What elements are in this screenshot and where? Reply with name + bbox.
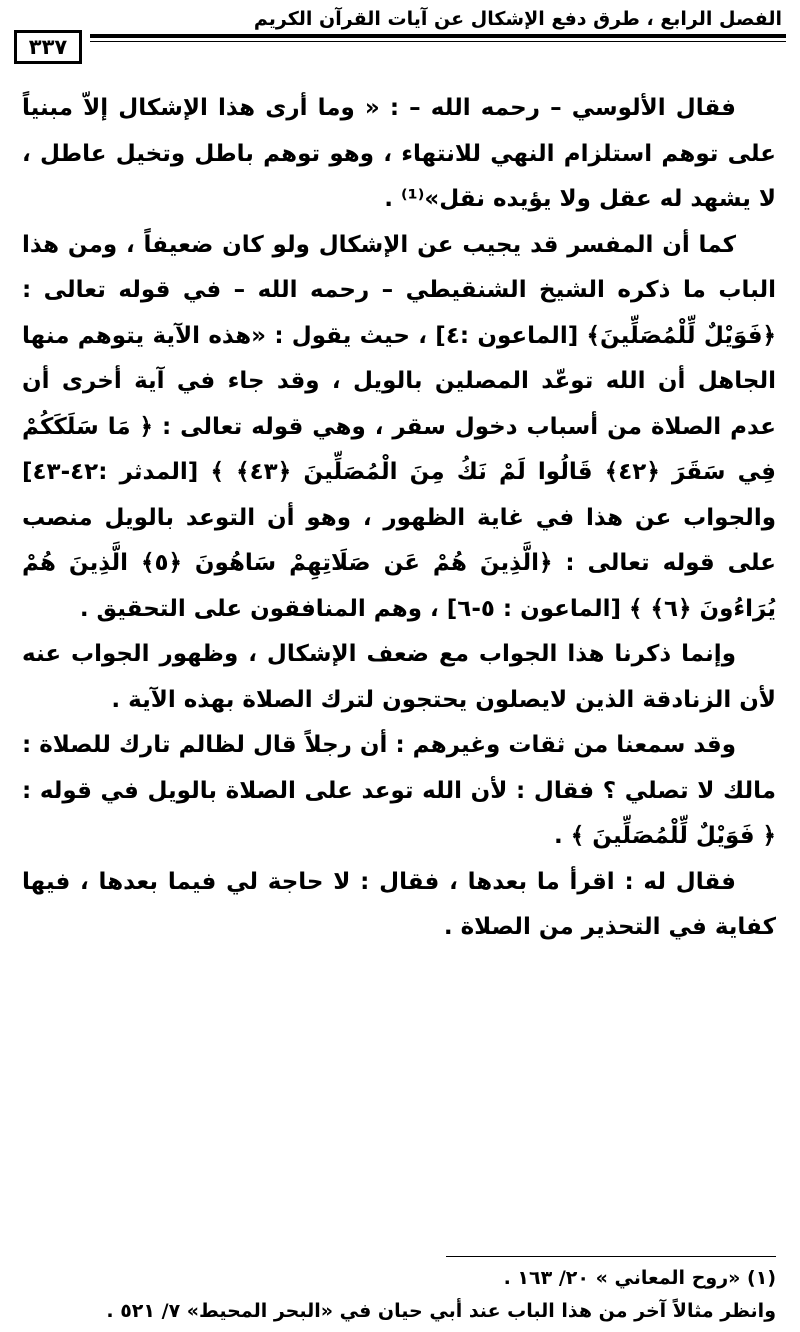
footnote-separator <box>446 1256 776 1257</box>
page-header <box>8 0 792 70</box>
paragraph-reason: وإنما ذكرنا هذا الجواب مع ضعف الإشكال ، وظهور الجواب عنه لأن الزنادقة الذين لايصلون يحتجون لترك الصلاة بهذه الآية . <box>22 641 776 713</box>
footnote-1: (١) «روح المعاني » ٢٠/ ١٦٣ . <box>503 1267 776 1289</box>
paragraph-reply: فقال له : اقرأ ما بعدها ، فقال : لا حاجة لي فيما بعدها ، فيها كفاية في التحذير من الصلاة . <box>22 868 776 940</box>
paragraph-anecdote: وقد سمعنا من ثقات وغيرهم : أن رجلاً قال لظالم تارك للصلاة : مالك لا تصلي ؟ فقال : لأن الله توعد على الصلاة بالويل في قوله : ﴿ فَوَيْلٌ لِّلْمُصَلِّينَ ﴾ . <box>22 732 776 849</box>
footnotes <box>22 1262 776 1328</box>
paragraph-alusi-quote: فقال الألوسي – رحمه الله – : « وما أرى هذا الإشكال إلاّ مبنياً على توهم استلزام النهي للانتهاء ، وهو توهم باطل وتخيل عاطل ، لا يشهد له عقل ولا يؤيده نقل»⁽¹⁾ . <box>22 95 776 212</box>
header-rule-thin <box>90 41 786 42</box>
paragraph-shinqiti: كما أن المفسر قد يجيب عن الإشكال ولو كان ضعيفاً ، ومن هذا الباب ما ذكره الشيخ الشنقيطي – رحمه الله – في قوله تعالى : ﴿فَوَيْلٌ لِّلْمُصَلِّينَ﴾ [الماعون :٤] ، حيث يقول : «هذه الآية يتوهم منها الجاهل أن الله توعّد المصلين بالويل ، وقد جاء في آية أخرى أن عدم الصلاة من أسباب دخول سقر ، وهي قوله تعالى : ﴿ مَا سَلَكَكُمْ فِي سَقَرَ ﴿٤٢﴾ قَالُوا لَمْ نَكُ مِنَ الْمُصَلِّينَ ﴿٤٣﴾ ﴾ [المدثر :٤٢-٤٣] والجواب عن هذا في غاية الظهور ، وهو أن التوعد بالويل منصب على قوله تعالى : ﴿الَّذِينَ هُمْ عَن صَلَاتِهِمْ سَاهُونَ ﴿٥﴾ الَّذِينَ هُمْ يُرَاءُونَ ﴿٦﴾ ﴾ [الماعون : ٥-٦] ، وهم المنافقون على التحقيق . <box>22 231 776 622</box>
main-text <box>22 86 776 951</box>
footnote-2: وانظر مثالاً آخر من هذا الباب عند أبي حيان في «البحر المحيط» ٧/ ٥٢١ . <box>106 1300 776 1322</box>
chapter-title: الفصل الرابع ، طرق دفع الإشكال عن آيات القرآن الكريم <box>253 8 782 30</box>
page-number: ٣٣٧ <box>14 30 82 64</box>
header-rule-thick <box>90 34 786 38</box>
